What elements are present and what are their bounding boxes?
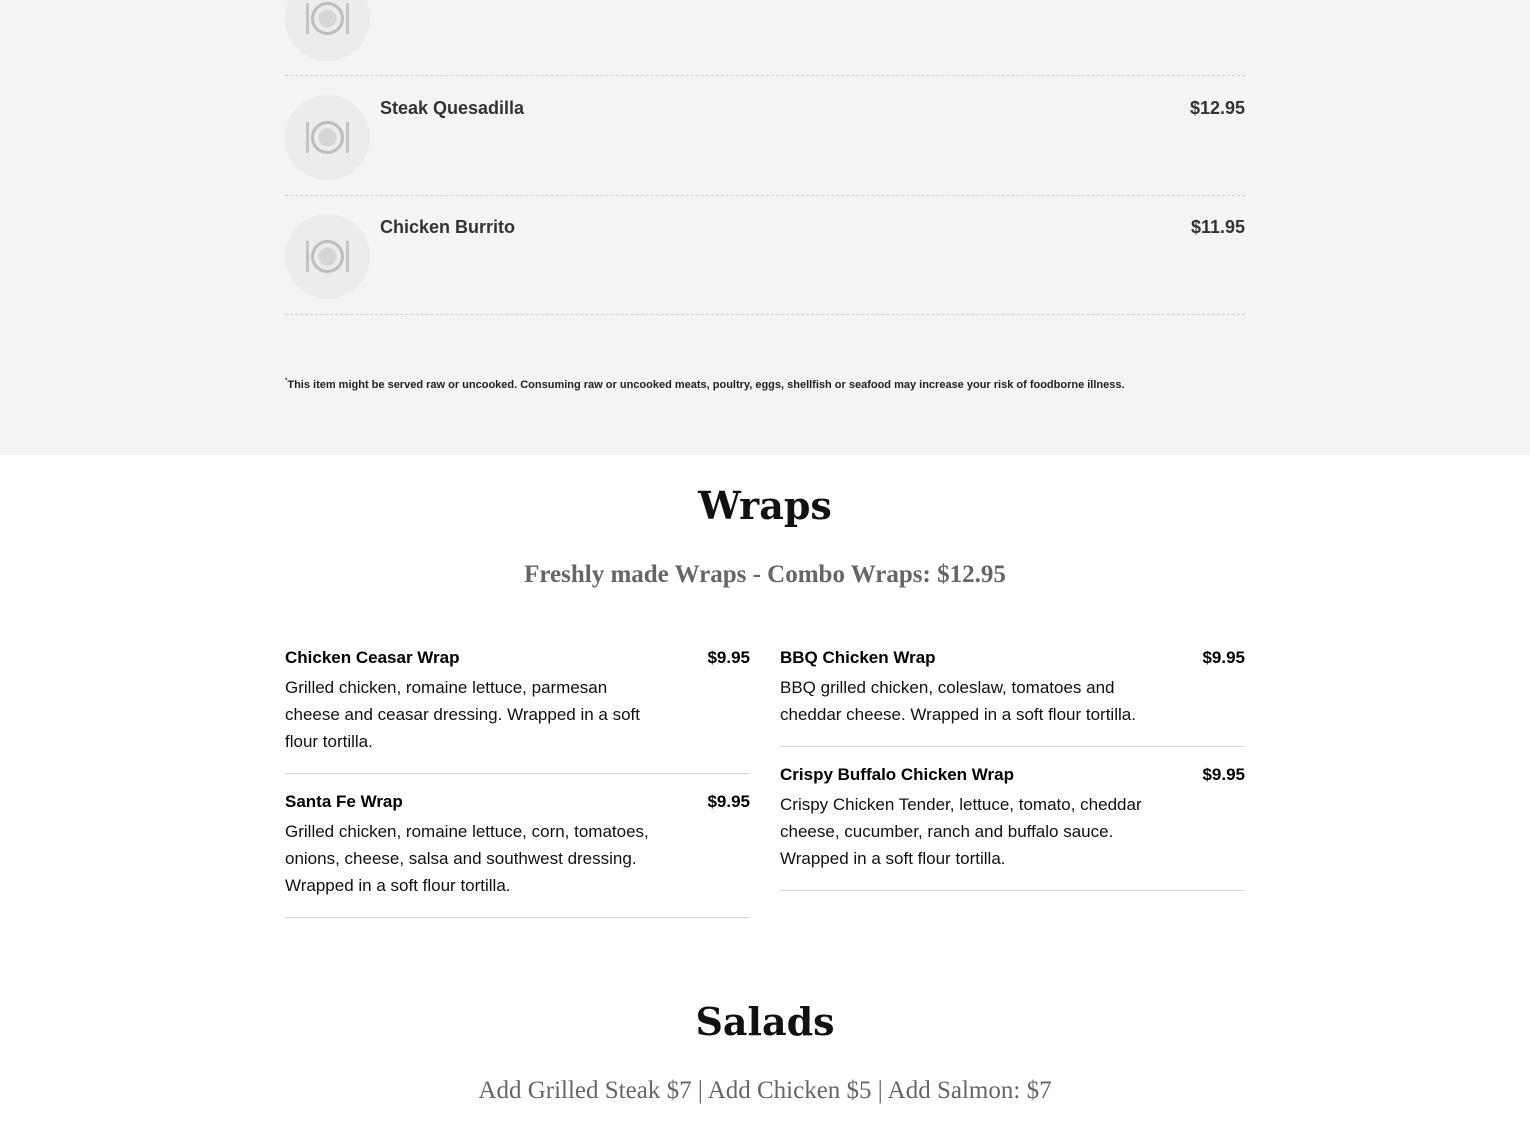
menu-item-name: Crispy Buffalo Chicken Wrap	[780, 765, 1014, 784]
menu-item[interactable]	[285, 196, 1245, 315]
wraps-left-column	[285, 647, 750, 935]
raw-food-disclaimer	[285, 379, 1125, 391]
menu-item-name: Santa Fe Wrap	[285, 792, 403, 811]
menu-item-price: $9.95	[1202, 765, 1245, 784]
disclaimer-mark: *	[285, 378, 288, 384]
disclaimer-text: This item might be served raw or uncooked. Consuming raw or uncooked meats, poultry, eggs, shellfish or seafood may increase your risk of foodborne illness.	[287, 379, 1125, 391]
menu-item-description: BBQ grilled chicken, coleslaw, tomatoes and cheddar cheese. Wrapped in a soft flour tortilla.	[780, 678, 1136, 724]
menu-item-name: Steak Quesadilla	[380, 98, 525, 118]
menu-item-description: Crispy Chicken Tender, lettuce, tomato, cheddar cheese, cucumber, ranch and buffalo sauce. Wrapped in a soft flour tortilla.	[780, 795, 1142, 868]
menu-item-description: Grilled chicken, romaine lettuce, parmesan cheese and ceasar dressing. Wrapped in a soft flour tortilla.	[285, 678, 641, 751]
menu-item[interactable]	[285, 0, 1245, 76]
menu-item-price: $9.95	[707, 648, 750, 667]
menu-item-price: $9.95	[707, 792, 750, 811]
plate-fork-knife-icon	[285, 95, 370, 180]
plate-fork-knife-icon	[285, 0, 370, 61]
wraps-title: Wraps	[698, 483, 832, 528]
previous-menu-section	[0, 0, 1530, 455]
menu-item[interactable]	[780, 647, 1245, 747]
menu-item-price: $12.95	[1189, 98, 1245, 118]
plate-fork-knife-icon	[285, 214, 370, 299]
salads-title: Salads	[695, 999, 835, 1044]
menu-item-price: $9.95	[1202, 648, 1245, 667]
menu-item[interactable]	[780, 764, 1245, 891]
wraps-subtitle: Freshly made Wraps - Combo Wraps: $12.95	[524, 561, 1006, 588]
menu-item[interactable]	[285, 647, 750, 774]
menu-item-name: Chicken Ceasar Wrap	[285, 648, 460, 667]
menu-item[interactable]	[285, 77, 1245, 196]
menu-item-name: Chicken Burrito	[380, 217, 516, 237]
menu-item[interactable]	[285, 791, 750, 918]
menu-item-description: Grilled chicken, romaine lettuce, corn, tomatoes, onions, cheese, salsa and southwest dressing. Wrapped in a soft flour tortilla.	[285, 822, 649, 895]
menu-item-price: $11.95	[1190, 217, 1245, 237]
wraps-right-column	[780, 647, 1245, 908]
menu-item-name: BBQ Chicken Wrap	[780, 648, 936, 667]
salads-subtitle: Add Grilled Steak $7 | Add Chicken $5 | Add Salmon: $7	[478, 1077, 1052, 1104]
